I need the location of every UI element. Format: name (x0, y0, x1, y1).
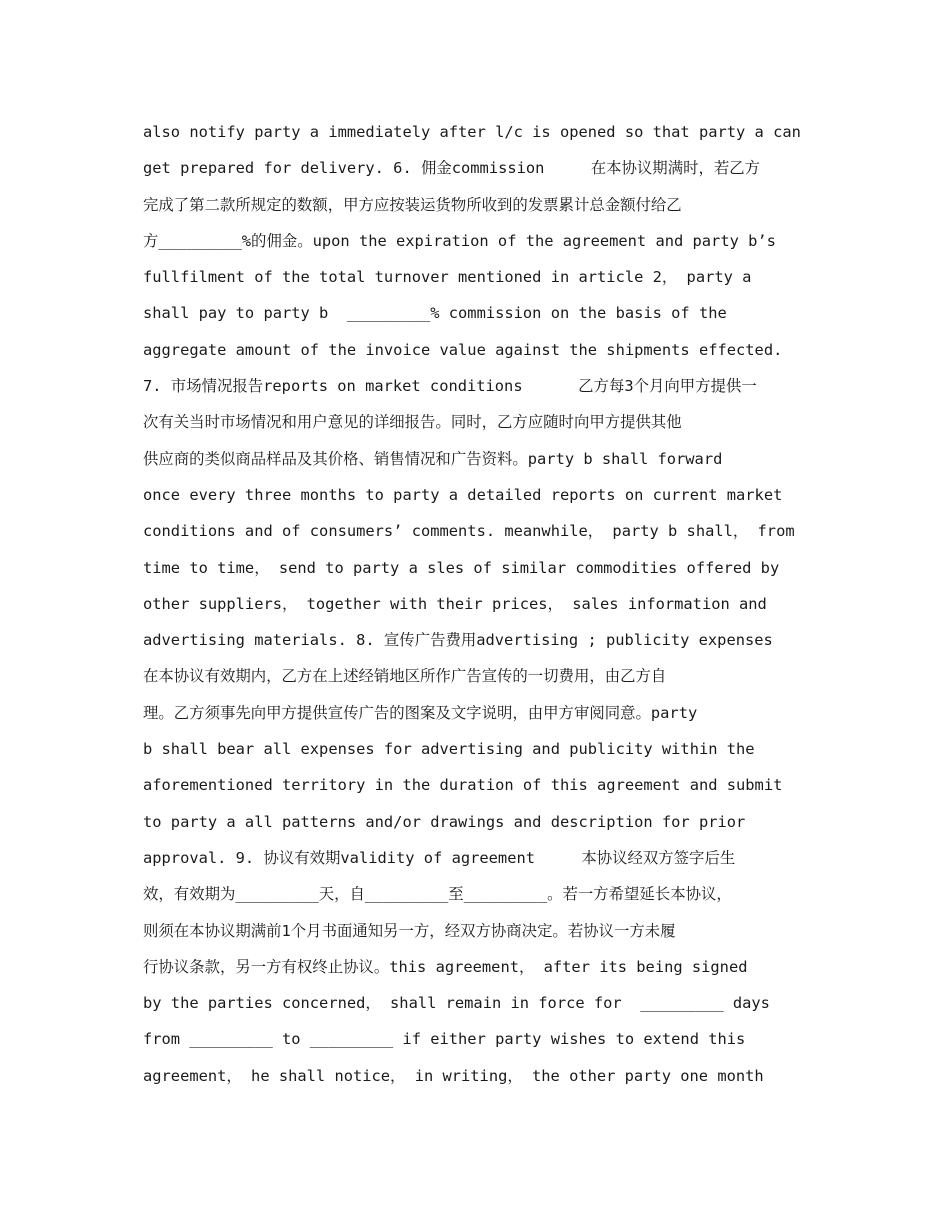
text-line: aggregate amount of the invoice value against the shipments effected. (143, 340, 783, 359)
text-line: once every three months to party a detailed reports on current market (143, 485, 783, 504)
text-line: 7. 市场情况报告reports on market conditions 乙方每3个月向甲方提供一 (143, 377, 757, 396)
text-line: from _________ to _________ if either party wishes to extend this (143, 1030, 746, 1049)
text-line: advertising materials. 8. 宣传广告费用advertising ; publicity expenses (143, 631, 773, 650)
document-body (143, 114, 823, 1094)
text-line: b shall bear all expenses for advertising and publicity within the (143, 740, 755, 759)
text-line: agreement， he shall notice， in writing， the other party one month (143, 1066, 764, 1085)
text-line: by the parties concerned， shall remain in force for _________ days (143, 994, 770, 1013)
text-line: also notify party a immediately after l/c is opened so that party a can (143, 123, 801, 141)
text-line: 则须在本协议期满前1个月书面通知另一方，经双方协商决定。若协议一方未履 (143, 921, 676, 940)
text-line: 方_________%的佣金。upon the expiration of the agreement and party b’s (143, 231, 776, 250)
text-line: other suppliers， together with their prices， sales information and (143, 594, 767, 613)
text-line: 理。乙方须事先向甲方提供宣传广告的图案及文字说明，由甲方审阅同意。party (143, 703, 698, 722)
text-line: get prepared for delivery. 6. 佣金commission 在本协议期满时，若乙方 (143, 159, 761, 178)
text-line: 效，有效期为_________天，自_________至_________。若一方希望延长本协议， (143, 885, 732, 904)
text-line: time to time， send to party a sles of similar commodities offered by (143, 558, 780, 577)
text-line: 次有关当时市场情况和用户意见的详细报告。同时，乙方应随时向甲方提供其他 (143, 413, 682, 432)
text-line: shall pay to party b _________% commission on the basis of the (143, 304, 727, 323)
text-line: approval. 9. 协议有效期validity of agreement 本协议经双方签字后生 (143, 848, 736, 867)
text-line: fullfilment of the total turnover mentioned in article 2， party a (143, 268, 752, 287)
text-line: 完成了第二款所规定的数额，甲方应按装运货物所收到的发票累计总金额付给乙 (143, 195, 682, 214)
text-line: conditions and of consumers’ comments. meanwhile， party b shall， from (143, 522, 795, 541)
text-line: 行协议条款，另一方有权终止协议。this agreement， after its being signed (143, 957, 748, 976)
text-line: 供应商的类似商品样品及其价格、销售情况和广告资料。party b shall forward (143, 449, 723, 468)
text-line: to party a all patterns and/or drawings and description for prior (143, 812, 746, 831)
text-line: 在本协议有效期内，乙方在上述经销地区所作广告宣传的一切费用，由乙方自 (143, 667, 667, 686)
text-line: aforementioned territory in the duration of this agreement and submit (143, 776, 783, 795)
